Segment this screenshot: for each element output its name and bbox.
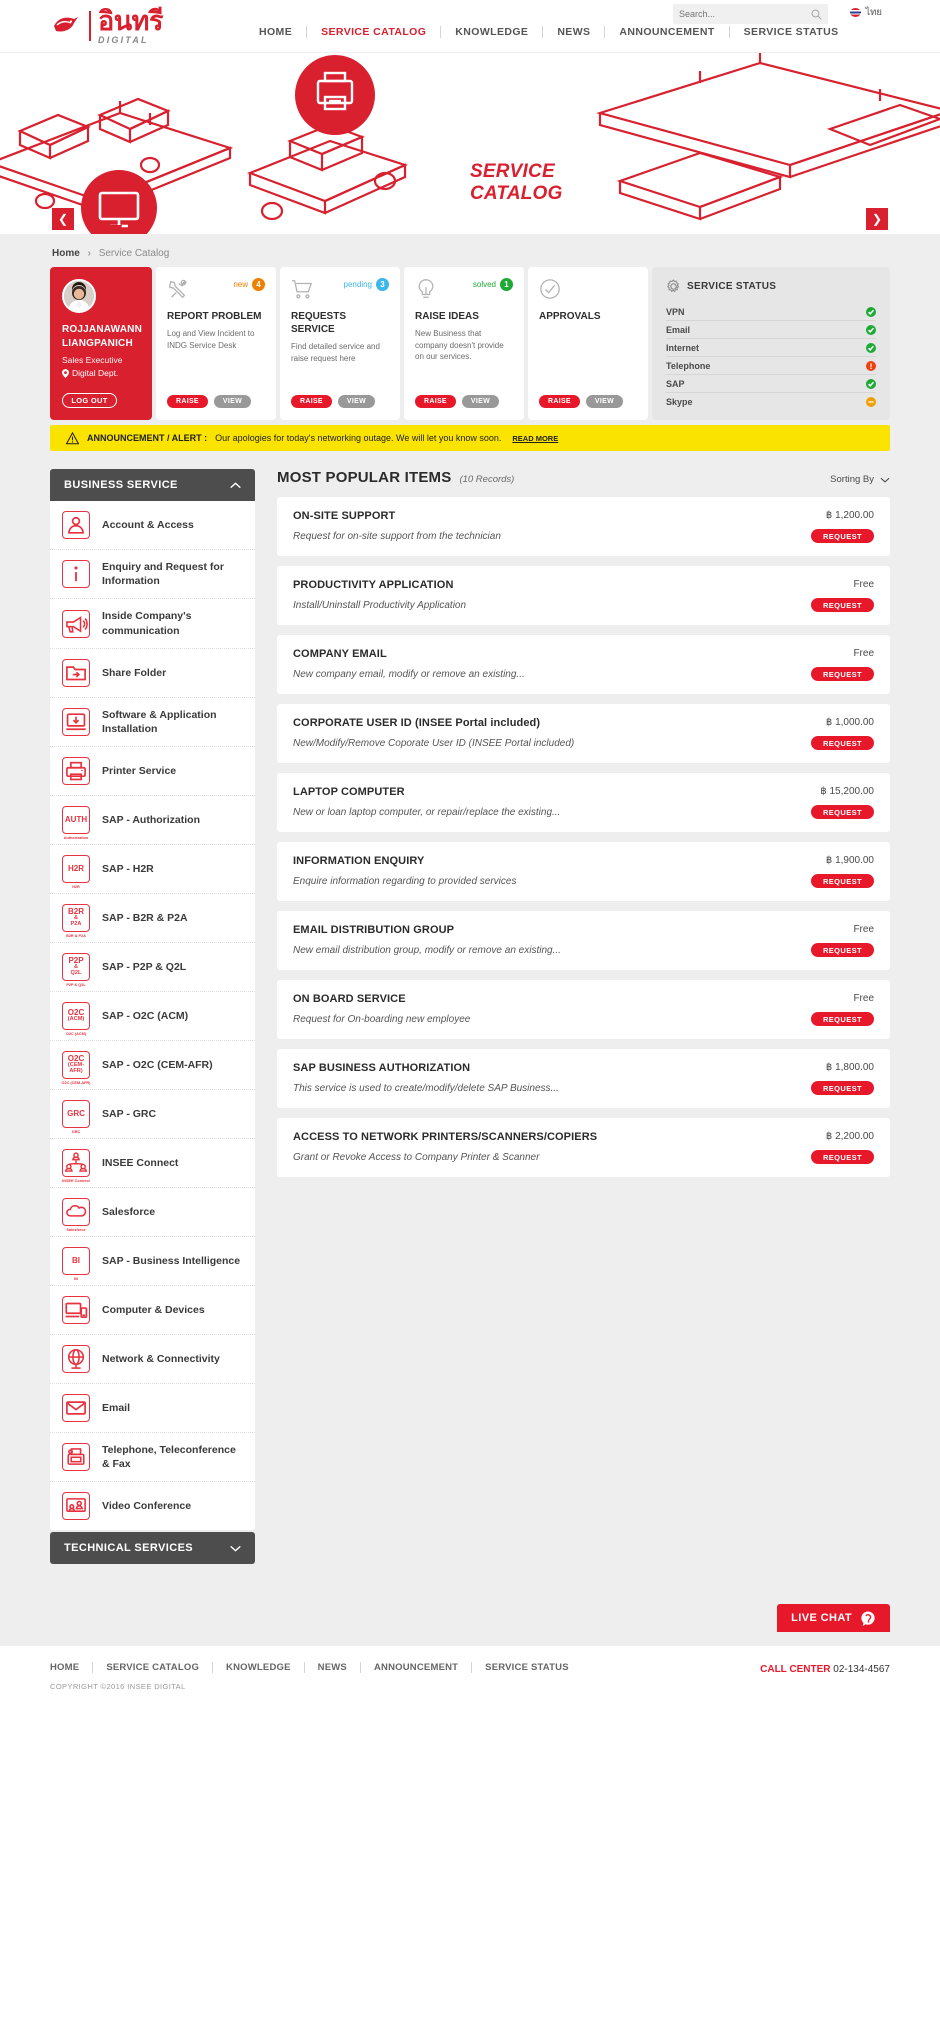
- service-item-card[interactable]: [277, 842, 890, 901]
- sidebar-item-label: SAP - P2P & Q2L: [102, 960, 187, 973]
- logo-subtitle: DIGITAL: [98, 34, 149, 45]
- service-item-card[interactable]: [277, 635, 890, 694]
- page-title: MOST POPULAR ITEMS: [277, 469, 452, 486]
- raise-button[interactable]: RAISE: [539, 395, 580, 408]
- view-button[interactable]: VIEW: [462, 395, 499, 408]
- service-item-price: Free: [853, 648, 874, 659]
- service-item-list: [277, 497, 890, 1177]
- sap-h2r-icon: H2R H2R: [62, 855, 90, 883]
- status-row-vpn: [666, 303, 876, 321]
- action-card-badge: [473, 278, 513, 291]
- sidebar-item-label: Salesforce: [102, 1205, 156, 1218]
- fax-phone-icon: [62, 1443, 90, 1471]
- status-indicator-warn-icon: [866, 397, 876, 407]
- view-button[interactable]: VIEW: [338, 395, 375, 408]
- sidebar-technical-services-header[interactable]: [50, 1532, 255, 1564]
- icon-caption: Salesforce: [66, 1228, 86, 1233]
- badge-count: 4: [252, 278, 265, 291]
- main-layout: [50, 469, 890, 1604]
- content-area: [277, 469, 890, 1187]
- action-card-title: RAISE IDEAS: [415, 311, 479, 322]
- status-name: Internet: [666, 342, 700, 353]
- service-item-description: New/Modify/Remove Coporate User ID (INSEE Portal included): [293, 737, 575, 749]
- sidebar-item-sap-o2c-acm[interactable]: [50, 992, 255, 1041]
- action-card-desc: Log and View Incident to INDG Service Desk: [167, 329, 255, 350]
- eagle-logo-icon: [52, 13, 82, 39]
- service-item-price: ฿ 2,200.00: [825, 1131, 874, 1142]
- badge-label: pending: [343, 280, 372, 289]
- service-item-description: New email distribution group, modify or remove an existing...: [293, 944, 561, 956]
- sap-grc-icon: GRC GRC: [62, 1100, 90, 1128]
- sidebar-item-salesforce[interactable]: [50, 1188, 255, 1237]
- service-item-price: ฿ 15,200.00: [820, 786, 874, 797]
- request-button[interactable]: REQUEST: [811, 598, 874, 612]
- action-card-report-problem: [156, 267, 276, 420]
- status-row-email: [666, 321, 876, 339]
- sidebar-item-share-folder[interactable]: [50, 649, 255, 698]
- main-navigation: [245, 26, 853, 38]
- icon-caption: H2R: [72, 885, 80, 890]
- printer-icon: [62, 757, 90, 785]
- icon-caption: B2R & P2A: [66, 934, 86, 939]
- chevron-down-icon: [880, 477, 890, 483]
- call-center-number: 02-134-4567: [833, 1664, 890, 1676]
- sidebar-item-sap-business-intelligence[interactable]: [50, 1237, 255, 1286]
- sidebar-item-sap-b2r-p2a[interactable]: [50, 894, 255, 943]
- sidebar-item-sap-p2p-q2l[interactable]: [50, 943, 255, 992]
- service-item-card[interactable]: [277, 1049, 890, 1108]
- footer-nav-service-status[interactable]: SERVICE STATUS: [471, 1662, 582, 1673]
- icon-caption: Authorization: [63, 836, 89, 841]
- check-circle-icon: [539, 278, 561, 300]
- sidebar-technical-services-label: TECHNICAL SERVICES: [64, 1542, 194, 1555]
- sidebar-business-service-header[interactable]: [50, 469, 255, 501]
- service-status-list: [666, 303, 876, 410]
- sidebar-item-sap-authorization[interactable]: [50, 796, 255, 845]
- sidebar: [50, 469, 255, 1564]
- sap-b2r-p2a-icon: B2R & P2A B2R & P2A: [62, 904, 90, 932]
- insee-connect-icon: [62, 1149, 90, 1184]
- live-chat-label: LIVE CHAT: [791, 1612, 852, 1625]
- action-card-title: APPROVALS: [539, 311, 601, 322]
- badge-label: solved: [472, 280, 496, 289]
- nav-item-knowledge[interactable]: KNOWLEDGE: [440, 26, 542, 38]
- footer-nav-home[interactable]: HOME: [50, 1662, 80, 1674]
- service-status-title: SERVICE STATUS: [687, 281, 777, 292]
- printer-bubble: [295, 55, 375, 135]
- service-item-card[interactable]: [277, 980, 890, 1039]
- icon-caption: O2C (ACM): [65, 1032, 87, 1037]
- live-chat-row: [0, 1604, 940, 1646]
- call-center-label: CALL CENTER: [760, 1664, 831, 1676]
- service-item-title: ACCESS TO NETWORK PRINTERS/SCANNERS/COPIERS: [293, 1131, 598, 1143]
- service-item-card[interactable]: [277, 911, 890, 970]
- action-card-title: REQUESTS SERVICE: [291, 311, 347, 335]
- salesforce-cloud-icon: [62, 1198, 90, 1233]
- service-item-description: Install/Uninstall Productivity Application: [293, 599, 467, 611]
- sidebar-item-label: Network & Connectivity: [102, 1352, 220, 1365]
- nav-item-announcement[interactable]: ANNOUNCEMENT: [604, 26, 728, 38]
- chevron-up-icon: [230, 482, 241, 489]
- location-pin-icon: [62, 369, 69, 378]
- sidebar-item-label: SAP - Business Intelligence: [102, 1254, 241, 1267]
- sidebar-item-label: Share Folder: [102, 666, 167, 679]
- action-card-approvals: [528, 267, 648, 420]
- service-item-title: LAPTOP COMPUTER: [293, 786, 405, 798]
- sidebar-item-telephone-teleconference-fax[interactable]: [50, 1433, 255, 1482]
- status-row-skype: [666, 393, 876, 410]
- sidebar-item-label: SAP - B2R & P2A: [102, 911, 188, 924]
- badge-count: 3: [376, 278, 389, 291]
- icon-caption: O2C (CEM-AFR): [61, 1081, 91, 1086]
- service-item-card[interactable]: [277, 566, 890, 625]
- service-status-header: [666, 279, 876, 294]
- sidebar-item-inside-company-s-communication[interactable]: [50, 599, 255, 648]
- chevron-down-icon: [230, 1545, 241, 1552]
- sidebar-item-label: Software & Application Installation: [102, 708, 217, 735]
- nav-item-news[interactable]: NEWS: [542, 26, 604, 38]
- language-selector[interactable]: [850, 5, 882, 20]
- breadcrumb: [50, 234, 890, 267]
- request-button[interactable]: REQUEST: [811, 529, 874, 543]
- top-header-bar: [0, 0, 940, 52]
- nav-item-home[interactable]: HOME: [259, 26, 293, 38]
- service-item-description: This service is used to create/modify/delete SAP Business...: [293, 1082, 559, 1094]
- icon-caption: BI: [74, 1277, 78, 1282]
- footer-nav-service-catalog[interactable]: SERVICE CATALOG: [92, 1662, 212, 1673]
- sidebar-item-label: INSEE Connect: [102, 1156, 179, 1169]
- service-item-description: Request for On-boarding new employee: [293, 1013, 471, 1025]
- service-item-description: New or loan laptop computer, or repair/replace the existing...: [293, 806, 561, 818]
- action-cards-group: [156, 267, 648, 420]
- service-item-price: ฿ 1,200.00: [825, 510, 874, 521]
- thai-flag-icon: [850, 8, 861, 17]
- sidebar-item-list: [50, 501, 255, 1530]
- status-indicator-ok-icon: [866, 325, 876, 335]
- service-item-price: Free: [853, 579, 874, 590]
- footer-nav-news[interactable]: NEWS: [304, 1662, 360, 1673]
- user-dept-label: Digital Dept.: [72, 368, 119, 378]
- info-box-icon: [62, 560, 90, 588]
- service-item-price: ฿ 1,000.00: [825, 717, 874, 728]
- logout-button[interactable]: LOG OUT: [62, 393, 117, 408]
- sorting-label: Sorting By: [830, 474, 874, 485]
- action-card-title: REPORT PROBLEM: [167, 311, 262, 322]
- status-row-sap: [666, 375, 876, 393]
- sap-o2c-acm-icon: O2C (ACM) O2C (ACM): [62, 1002, 90, 1030]
- sidebar-item-account-access[interactable]: [50, 501, 255, 550]
- sap-bi-icon: BI BI: [62, 1247, 90, 1275]
- hero-banner: [0, 52, 940, 234]
- announcement-label: ANNOUNCEMENT / ALERT :: [87, 433, 208, 443]
- language-label: ไทย: [865, 7, 882, 18]
- carousel-prev-button[interactable]: ❮: [52, 208, 74, 230]
- action-card-requests-service: [280, 267, 400, 420]
- user-department: [62, 368, 142, 378]
- sap-o2c-cem-icon: O2C (CEM-AFR) O2C (CEM-AFR): [62, 1051, 90, 1079]
- icon-caption: INSEE Connect: [62, 1179, 90, 1184]
- status-indicator-ok-icon: [866, 379, 876, 389]
- service-item-price: ฿ 1,900.00: [825, 855, 874, 866]
- badge-count: 1: [500, 278, 513, 291]
- status-row-telephone: [666, 357, 876, 375]
- announcement-bar: [50, 425, 890, 451]
- user-box-icon: [62, 511, 90, 539]
- service-item-title: PRODUCTIVITY APPLICATION: [293, 579, 454, 591]
- service-item-card[interactable]: [277, 773, 890, 832]
- sidebar-item-network-connectivity[interactable]: [50, 1335, 255, 1384]
- breadcrumb-separator: ›: [87, 248, 91, 259]
- live-chat-button[interactable]: [777, 1604, 890, 1632]
- service-item-title: SAP BUSINESS AUTHORIZATION: [293, 1062, 471, 1074]
- record-count: (10 Records): [459, 474, 515, 485]
- page-container: [0, 234, 940, 1604]
- view-button[interactable]: VIEW: [586, 395, 623, 408]
- service-item-card[interactable]: [277, 704, 890, 763]
- sidebar-item-label: Enquiry and Request for Information: [102, 561, 224, 588]
- user-role: Sales Executive: [62, 355, 123, 365]
- sidebar-item-label: SAP - Authorization: [102, 813, 200, 826]
- envelope-icon: [62, 1394, 90, 1422]
- service-item-price: Free: [853, 993, 874, 1004]
- sidebar-item-video-conference[interactable]: [50, 1482, 255, 1530]
- request-button[interactable]: REQUEST: [811, 874, 874, 888]
- service-item-title: ON-SITE SUPPORT: [293, 510, 396, 522]
- dashboard-card-row: [50, 267, 890, 420]
- search-icon[interactable]: [811, 9, 822, 20]
- warning-triangle-icon: [66, 432, 79, 445]
- icon-caption: GRC: [71, 1130, 81, 1135]
- breadcrumb-current: Service Catalog: [98, 248, 170, 259]
- sidebar-item-label: Video Conference: [102, 1500, 192, 1513]
- software-install-icon: [62, 708, 90, 736]
- hero-isometric-illustration: [0, 53, 940, 234]
- sidebar-item-label: Computer & Devices: [102, 1303, 205, 1316]
- wrench-screwdriver-icon: [167, 278, 189, 300]
- status-row-internet: [666, 339, 876, 357]
- service-item-title: COMPANY EMAIL: [293, 648, 387, 660]
- site-logo[interactable]: [52, 5, 163, 45]
- sidebar-item-label: Email: [102, 1401, 131, 1414]
- sidebar-item-email[interactable]: [50, 1384, 255, 1433]
- sidebar-item-computer-devices[interactable]: [50, 1286, 255, 1335]
- sidebar-item-sap-o2c-cem-afr[interactable]: [50, 1041, 255, 1090]
- search-input[interactable]: [679, 9, 811, 19]
- sidebar-item-label: Telephone, Teleconference & Fax: [102, 1444, 236, 1471]
- nav-item-service-catalog[interactable]: SERVICE CATALOG: [306, 26, 440, 38]
- hero-title-line1: SERVICE: [470, 161, 555, 182]
- call-center-info: [760, 1664, 890, 1675]
- icon-caption: P2P & Q2L: [66, 983, 86, 988]
- status-indicator-ok-icon: [866, 343, 876, 353]
- service-item-description: Request for on-site support from the technician: [293, 530, 501, 542]
- megaphone-icon: [62, 610, 90, 638]
- status-name: Skype: [666, 396, 693, 407]
- sidebar-item-label: Inside Company's communication: [102, 610, 192, 637]
- sidebar-item-label: SAP - GRC: [102, 1107, 157, 1120]
- view-button[interactable]: VIEW: [214, 395, 251, 408]
- user-profile-card: [50, 267, 152, 420]
- footer: [0, 1646, 940, 1711]
- shopping-cart-icon: [291, 278, 313, 300]
- sidebar-item-label: SAP - O2C (ACM): [102, 1009, 189, 1022]
- service-item-description: Grant or Revoke Access to Company Printer & Scanner: [293, 1151, 540, 1163]
- sidebar-item-software-application-installation[interactable]: [50, 698, 255, 747]
- badge-label: new: [233, 280, 248, 289]
- folder-share-icon: [62, 659, 90, 687]
- action-card-desc: New Business that company doesn't provide on our services.: [415, 329, 504, 362]
- service-item-title: EMAIL DISTRIBUTION GROUP: [293, 924, 455, 936]
- video-conference-icon: [62, 1492, 90, 1520]
- status-indicator-ok-icon: [866, 307, 876, 317]
- footer-nav-announcement[interactable]: ANNOUNCEMENT: [360, 1662, 471, 1673]
- action-card-raise-ideas: [404, 267, 524, 420]
- user-name: ROJJANAWANN LIANGPANICH: [62, 324, 142, 349]
- search-box[interactable]: [673, 4, 828, 24]
- sidebar-item-printer-service[interactable]: [50, 747, 255, 796]
- service-item-title: CORPORATE USER ID (INSEE Portal included): [293, 717, 541, 729]
- sidebar-item-label: Account & Access: [102, 518, 194, 531]
- status-name: VPN: [666, 306, 685, 317]
- hero-title-line2: CATALOG: [470, 182, 563, 204]
- action-card-badge: [233, 278, 265, 291]
- computer-devices-icon: [62, 1296, 90, 1324]
- request-button[interactable]: REQUEST: [811, 736, 874, 750]
- service-item-price: ฿ 1,800.00: [825, 1062, 874, 1073]
- sidebar-item-label: Printer Service: [102, 764, 177, 777]
- globe-network-icon: [62, 1345, 90, 1373]
- chat-bubble-icon: [860, 1611, 876, 1626]
- sap-auth-icon: AUTH Authorization: [62, 806, 90, 834]
- sidebar-item-enquiry-and-request-for-information[interactable]: [50, 550, 255, 599]
- service-item-title: ON BOARD SERVICE: [293, 993, 406, 1005]
- sap-p2p-q2l-icon: P2P & Q2L P2P & Q2L: [62, 953, 90, 981]
- carousel-next-button[interactable]: ❯: [866, 208, 888, 230]
- announcement-read-more-link[interactable]: READ MORE: [512, 433, 559, 443]
- logo-thai-text: อินทรี: [98, 5, 163, 37]
- sidebar-business-service-label: BUSINESS SERVICE: [64, 479, 178, 491]
- raise-button[interactable]: RAISE: [167, 395, 208, 408]
- sidebar-item-sap-h2r[interactable]: [50, 845, 255, 894]
- status-name: Email: [666, 324, 691, 335]
- request-button[interactable]: REQUEST: [811, 943, 874, 957]
- copyright-text: COPYRIGHT ©2016 INSEE DIGITAL: [50, 1682, 186, 1692]
- service-item-card[interactable]: [277, 1118, 890, 1177]
- service-item-card[interactable]: [277, 497, 890, 556]
- raise-button[interactable]: RAISE: [415, 395, 456, 408]
- sidebar-item-label: SAP - H2R: [102, 862, 154, 875]
- sidebar-item-label: SAP - O2C (CEM-AFR): [102, 1058, 213, 1071]
- service-item-description: New company email, modify or remove an existing...: [293, 668, 525, 680]
- action-card-badge: [344, 278, 389, 291]
- sidebar-item-insee-connect[interactable]: [50, 1139, 255, 1188]
- nav-item-service-status[interactable]: SERVICE STATUS: [729, 26, 853, 38]
- request-button[interactable]: REQUEST: [811, 1012, 874, 1026]
- service-status-panel: [652, 267, 890, 420]
- breadcrumb-home[interactable]: Home: [52, 248, 80, 259]
- request-button[interactable]: REQUEST: [811, 1150, 874, 1164]
- service-item-title: INFORMATION ENQUIRY: [293, 855, 425, 867]
- footer-nav-knowledge[interactable]: KNOWLEDGE: [212, 1662, 304, 1673]
- request-button[interactable]: REQUEST: [811, 1081, 874, 1095]
- request-button[interactable]: REQUEST: [811, 805, 874, 819]
- gear-icon: [666, 279, 681, 294]
- status-indicator-down-icon: [866, 361, 876, 371]
- hero-title: [470, 161, 563, 205]
- request-button[interactable]: REQUEST: [811, 667, 874, 681]
- sorting-dropdown[interactable]: [830, 474, 890, 485]
- raise-button[interactable]: RAISE: [291, 395, 332, 408]
- status-name: SAP: [666, 378, 685, 389]
- service-item-description: Enquire information regarding to provided services: [293, 875, 517, 887]
- service-item-price: Free: [853, 924, 874, 935]
- announcement-message: Our apologies for today's networking outage. We will let you know soon.: [215, 433, 502, 443]
- lightbulb-icon: [415, 278, 437, 300]
- content-header: [277, 469, 890, 486]
- avatar: [62, 279, 96, 313]
- status-name: Telephone: [666, 360, 711, 371]
- sidebar-item-sap-grc[interactable]: [50, 1090, 255, 1139]
- action-card-desc: Find detailed service and raise request here: [291, 342, 380, 363]
